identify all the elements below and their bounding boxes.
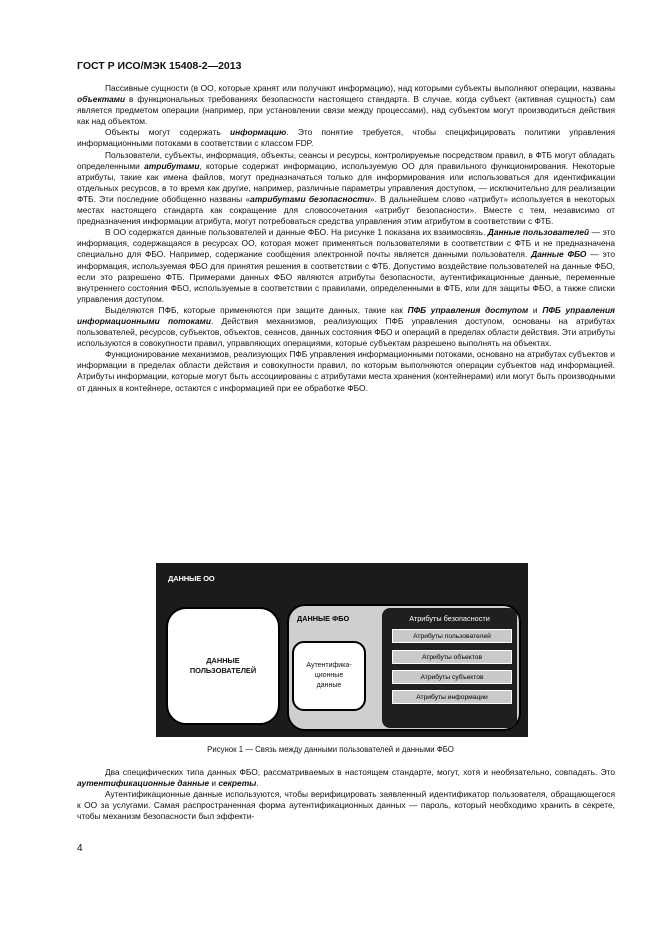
paragraph: В ОО содержатся данные пользователей и данные ФБО. На рисунке 1 показана их взаимосвязь. Данные пользователей — это информация, содержащаяся в ресурсах ОО, которая может применяться пользователями в соответствии с ФТБ и не предназначена специально для ФБО. Например, содержание сообщения электронной почты является данными пользователя. Данные ФБО — это информация, используемая ФБО для принятия решения в соответствии с ФТБ. Допустимо воздействие пользователей на данные ФБО, если это разрешено ФТБ. Примерами данных ФБО являются атрибуты безопасности, аутентификационные данные, переменные внутреннего состояния ФБО, используемые в соответствии с правилами, определенными в ФТБ, или для защиты ФБО, а также списки управления доступом. — [77, 227, 615, 304]
attr-item-information: Атрибуты информации — [392, 690, 512, 704]
paragraph: Пользователи, субъекты, информация, объекты, сеансы и ресурсы, контролируемые посредством правил, в ФТБ могут обладать определенными атрибутами, которые содержат информацию, используемую ОО для правильного функционирования. Некоторые атрибуты, такие как имена файлов, могут предназначаться только для информирования или использоваться для идентификации отдельных ресурсов, в то время как другие, например, различные параметры управления доступом, — исключительно для реализации ФТБ. Эти последние обобщенно названы «атрибутами безопасности». В дальнейшем слово «атрибут» используется в некоторых местах настоящего стандарта как сокращение для словосочетания «атрибут безопасности». Вместе с тем, независимо от предназначения информации атрибута, могут потребоваться средства управления этим атрибутом в соответствии с ФТБ. — [77, 149, 616, 227]
emphasized-term: атрибутами — [144, 160, 200, 171]
user-data-box — [166, 607, 280, 725]
paragraph: Два специфических типа данных ФБО, рассматриваемых в настоящем стандарте, могут, хотя и необязательно, совпадать. Это аутентификационные данные и секреты. — [77, 767, 615, 789]
emphasized-term: объектами — [77, 94, 126, 105]
paragraph: Пассивные сущности (в ОО, которые хранят или получают информацию), над которыми субъекты выполняют операции, названы объектами в функциональных требованиях безопасности настоящего стандарта. В случае, когда субъект (активная сущность) сам является предметом операции (например, при установлении связи между процессами), над субъектом могут производиться действия как над объектом. — [77, 83, 615, 127]
attr-item-users: Атрибуты пользователей — [392, 629, 512, 643]
body-text-bottom — [77, 767, 615, 822]
paragraph: Объекты могут содержать информацию. Это понятие требуется, чтобы специфицировать политики управления информационными потоками в соответствии с классом FDP. — [77, 127, 616, 149]
paragraph: Функционирование механизмов, реализующих ПФБ управления информационными потоками, основано на атрибутах субъектов и информации в пределах области действия и совокупности правил, по которым выполняются операции субъектов над информацией. Атрибуты информации, которые могут быть ассоциированы с атрибутами места хранения (контейнерами) или могут быть производными от данных в контейнере, остаются с информацией при ее обработке ФБО. — [77, 349, 615, 393]
emphasized-term: информацию — [229, 127, 287, 138]
figure-caption: Рисунок 1 — Связь между данными пользователей и данными ФБО — [207, 745, 454, 754]
body-text-top — [77, 83, 615, 394]
page-header: ГОСТ Р ИСО/МЭК 15408-2—2013 — [77, 60, 242, 72]
emphasized-term: секреты — [218, 778, 257, 789]
emphasized-term: атрибутами безопасности — [250, 193, 370, 204]
page-number: 4 — [77, 843, 83, 854]
emphasized-term: аутентификационные данные — [77, 778, 210, 789]
emphasized-term: ПФБ управления доступом — [407, 304, 529, 315]
emphasized-term: Данные ФБО — [531, 249, 587, 260]
security-attributes-box — [382, 608, 517, 728]
emphasized-term: Данные пользователей — [487, 227, 590, 238]
attr-item-objects: Атрибуты объектов — [392, 650, 512, 664]
oo-data-label: ДАННЫЕ ОО — [168, 574, 215, 583]
attr-item-subjects: Атрибуты субъектов — [392, 670, 512, 684]
security-attributes-title: Атрибуты безопасности — [409, 614, 490, 623]
auth-data-label: Аутентифика- ционные данные — [306, 662, 352, 689]
emphasized-term: ПФБ управления информационными потоками — [77, 304, 615, 326]
user-data-label: ДАННЫЕ ПОЛЬЗОВАТЕЛЕЙ — [189, 656, 257, 675]
paragraph: Выделяются ПФБ, которые применяются при защите данных, такие как ПФБ управления доступом и ПФБ управления информационными потоками. Действия механизмов, реализующих ПФБ управления доступом, основаны на атрибутах пользователей, ресурсов, субъектов, объектов, сеансов, данных состояния ФБО и операций в пределах области действия. Эти атрибуты используются в совокупности правил, управляющих операциями, которые субъектам разрешено выполнять на объектах. — [77, 304, 616, 349]
auth-data-box — [292, 641, 366, 711]
fbo-data-label: ДАННЫЕ ФБО — [297, 614, 350, 623]
paragraph: Аутентификационные данные используются, чтобы верифицировать заявленный идентификатор пользователя, обращающегося к ОО за услугами. Самая распространенная форма аутентификационных данных — пароль, который необходимо хранить в секрете, чтобы механизм безопасности был эффекти- — [77, 789, 615, 822]
